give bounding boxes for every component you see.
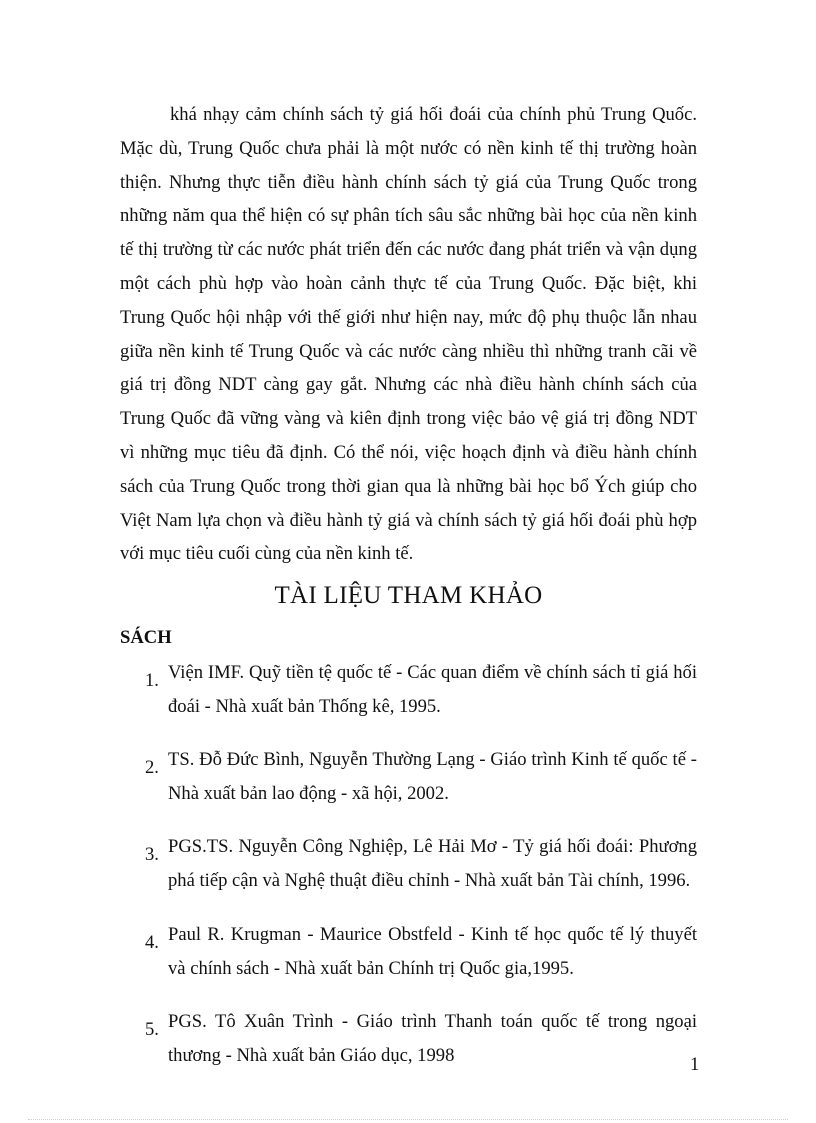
- reference-item: [0, 1005, 816, 1092]
- reference-item: [0, 918, 816, 1005]
- reference-text: PGS. Tô Xuân Trình - Giáo trình Thanh toán quốc tế trong ngoại thương - Nhà xuất bản Giáo dục, 1998: [168, 1010, 697, 1066]
- reference-list: [0, 656, 816, 1092]
- reference-text: TS. Đỗ Đức Bình, Nguyễn Thường Lạng - Giáo trình Kinh tế quốc tế - Nhà xuất bản lao động - xã hội, 2002.: [168, 749, 697, 805]
- section-heading-books: SÁCH: [120, 627, 172, 648]
- reference-item: [0, 830, 816, 917]
- page-number: 1: [690, 1054, 700, 1075]
- reference-number: 2.: [145, 757, 159, 779]
- reference-text: Paul R. Krugman - Maurice Obstfeld - Kinh tế học quốc tế lý thuyết và chính sách - Nhà xuất bản Chính trị Quốc gia,1995.: [168, 923, 697, 979]
- reference-number: 4.: [145, 931, 159, 953]
- page-bottom-edge: [28, 1119, 788, 1120]
- reference-item: [0, 743, 816, 830]
- reference-text: PGS.TS. Nguyễn Công Nghiệp, Lê Hải Mơ - Tỷ giá hối đoái: Phương phá tiếp cận và Nghệ thuật điều chỉnh - Nhà xuất bản Tài chính, 1996.: [168, 836, 697, 892]
- references-title: TÀI LIỆU THAM KHẢO: [274, 582, 543, 609]
- body-paragraph: khá nhạy cảm chính sách tỷ giá hối đoái của chính phủ Trung Quốc. Mặc dù, Trung Quốc chưa phải là một nước có nền kinh tế thị trường hoàn thiện. Nhưng thực tiễn điều hành chính sách tỷ giá của Trung Quốc trong những năm qua thể hiện có sự phân tích sâu sắc những bài học của nền kinh tế thị trường từ các nước phát triển đến các nước đang phát triển và vận dụng một cách phù hợp vào hoàn cảnh thực tế của Trung Quốc. Đặc biệt, khi Trung Quốc hội nhập với thế giới như hiện nay, mức độ phụ thuộc lẫn nhau giữa nền kinh tế Trung Quốc và các nước càng nhiều thì những tranh cãi về giá trị đồng NDT càng gay gắt. Nhưng các nhà điều hành chính sách của Trung Quốc đã vững vàng và kiên định trong việc bảo vệ giá trị đồng NDT vì những mục tiêu đã định. Có thể nói, việc hoạch định và điều hành chính sách của Trung Quốc trong thời gian qua là những bài học bổ Ých giúp cho Việt Nam lựa chọn và điều hành tỷ giá và chính sách tỷ giá hối đoái phù hợp với mục tiêu cuối cùng của nền kinh tế.: [120, 104, 697, 565]
- reference-item: [0, 656, 816, 743]
- reference-text: Viện IMF. Quỹ tiền tệ quốc tế - Các quan điểm về chính sách tỉ giá hối đoái - Nhà xuất bản Thống kê, 1995.: [168, 662, 697, 717]
- reference-number: 3.: [145, 844, 159, 866]
- reference-number: 1.: [145, 670, 159, 691]
- reference-number: 5.: [145, 1018, 159, 1040]
